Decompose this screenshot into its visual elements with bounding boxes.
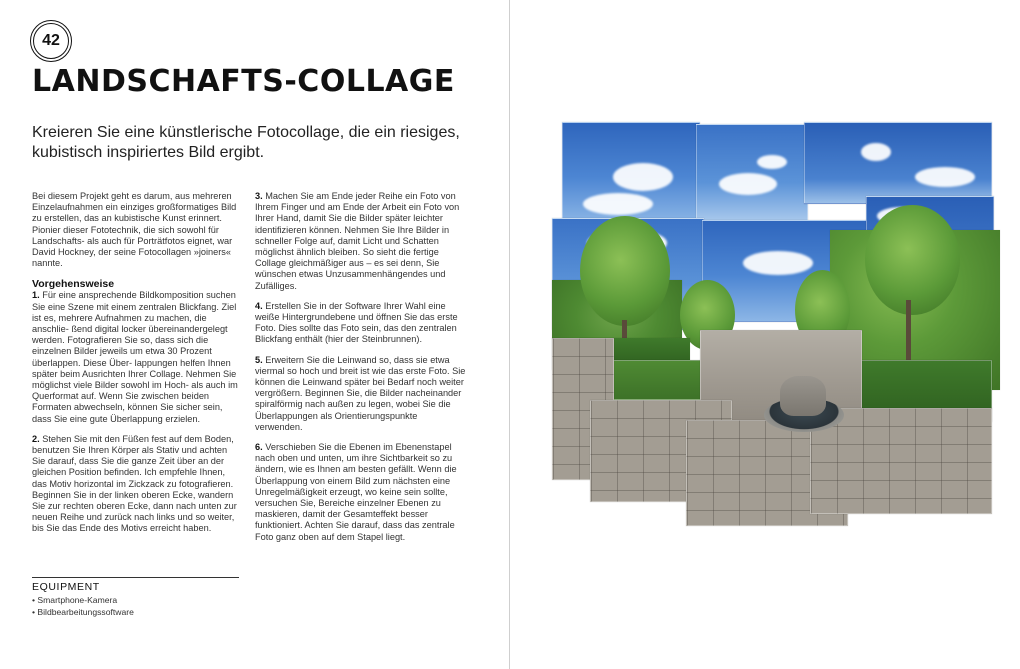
photo-collage: [510, 0, 1020, 669]
step-4-text: Erstellen Sie in der Software Ihrer Wahl eine weiße Hintergrundebene und öffnen Sie das erste Foto. Dies sollte das Foto sein, das den zentralen Blickfang enthält (hier der Steinbrunnen).: [255, 300, 458, 345]
text-column-left: [32, 191, 240, 544]
collage-tile-sky: [804, 122, 992, 204]
step-6-text: Verschieben Sie die Ebenen im Ebenenstapel nach oben und unten, um ihre Sichtbarkeit so zu ändern, wie es Ihnen am besten gefällt. Wenn die Überlappung von einem Bild zum nächsten eine Unregelmäßigkeit erzeugt, wo keine sein sollte, versuchen Sie, Bereiche einzelner Ebenen zu maskieren, damit der Gesamteffekt besser funktioniert. Achten Sie darauf, dass das zentrale Foto ganz oben auf dem Stapel liegt.: [255, 442, 457, 542]
page-number-badge: 42: [33, 23, 69, 59]
equipment-title: EQUIPMENT: [32, 581, 100, 593]
step-5-number: 5.: [255, 354, 263, 365]
step-1-text: Für eine ansprechende Bildkomposition suchen Sie eine Szene mit einem zentralen Blickfang. Ziel ist es, mehrere Aufnahmen zu machen, die anschlie- ßend digital locker übereinandergelegt werden. Fotografieren Sie so, dass sich die einzelnen Bilder jeweils um etwa 30 Prozent überlappen. Diese Über- lappungen helfen Ihnen später beim Ausrichten Ihrer Collage. Nehmen Sie möglichst viele Bilder sowohl im Hoch- als auch im Querformat auf. Wenn Sie zwischen beiden Formaten abwechseln, können Sie sicher sein, dass Sie eine gute Überlappung erzielen.: [32, 290, 238, 424]
step-3-text: Machen Sie am Ende jeder Reihe ein Foto von Ihrem Finger und am Ende der Arbeit ein Foto von Ihrer Hand, damit Sie die Bilder später leichter identifizieren können. Nehmen Sie Ihre Bilder in schneller Folge auf, damit Licht und Schatten möglichst ähnlich bleiben. So sieht die fertige Collage gleichmäßiger aus – es sei denn, Sie wünschen etwas Unzusammenhängendes und Zufälliges.: [255, 191, 460, 291]
right-page: [510, 0, 1020, 669]
equipment-item: • Smartphone-Kamera: [32, 595, 118, 605]
equipment-item: • Bildbearbeitungssoftware: [32, 606, 134, 617]
text-column-right: [255, 191, 467, 552]
step-1-number: 1.: [32, 290, 40, 301]
equipment-list: [32, 595, 239, 618]
step-6-number: 6.: [255, 442, 263, 453]
collage-tile-sky: [562, 122, 700, 224]
step-2-number: 2.: [32, 433, 40, 444]
step-4-number: 4.: [255, 300, 263, 311]
collage-tile-sky: [696, 124, 808, 222]
intro-paragraph: Bei diesem Projekt geht es darum, aus mehreren Einzelaufnahmen ein einziges großformatiges Bild zu erstellen, das an kubistische Kunst erinnert. Pionier dieser Fototechnik, die sich sowohl für Landschafts- als auch für Porträtfotos eignet, war David Hockney, der seine Fotocollagen »joiners« nannte.: [32, 191, 237, 269]
step-3-number: 3.: [255, 191, 263, 201]
step-5-text: Erweitern Sie die Leinwand so, dass sie etwa viermal so hoch und breit ist wie das erste Foto. Sie können die Leinwand später bei Bedarf noch weiter vergrößern. Beginnen Sie, die Bilder nacheinander spiralförmig nach außen zu legen, wobei Sie die Überlappungen als Orientierungspunkte verwenden.: [255, 354, 466, 432]
step-2-text: Stehen Sie mit den Füßen fest auf dem Boden, benutzen Sie Ihren Körper als Stativ und achten Sie darauf, dass Sie die ganze Zeit über an der gleichen Position befinden. Ich empfehle Ihnen, das Motiv horizontal im Zickzack zu fotografieren. Beginnen Sie in der linken oberen Ecke, wandern Sie zur rechten oberen Ecke, dann nach unten zur neuen Reihe und zurück nach links und so weiter, bis Sie das Ende des Motivs erreicht haben.: [32, 433, 237, 534]
left-page: [0, 0, 509, 669]
page-subtitle: Kreieren Sie eine künstlerische Fotocollage, die ein riesiges, kubistisch inspiriertes Bild ergibt.: [32, 124, 460, 161]
fountain-sculpture: [780, 376, 826, 416]
page-title: LANDSCHAFTS-COLLAGE: [32, 64, 455, 99]
equipment-box: [32, 577, 239, 618]
procedure-heading: Vorgehensweise: [32, 278, 115, 291]
